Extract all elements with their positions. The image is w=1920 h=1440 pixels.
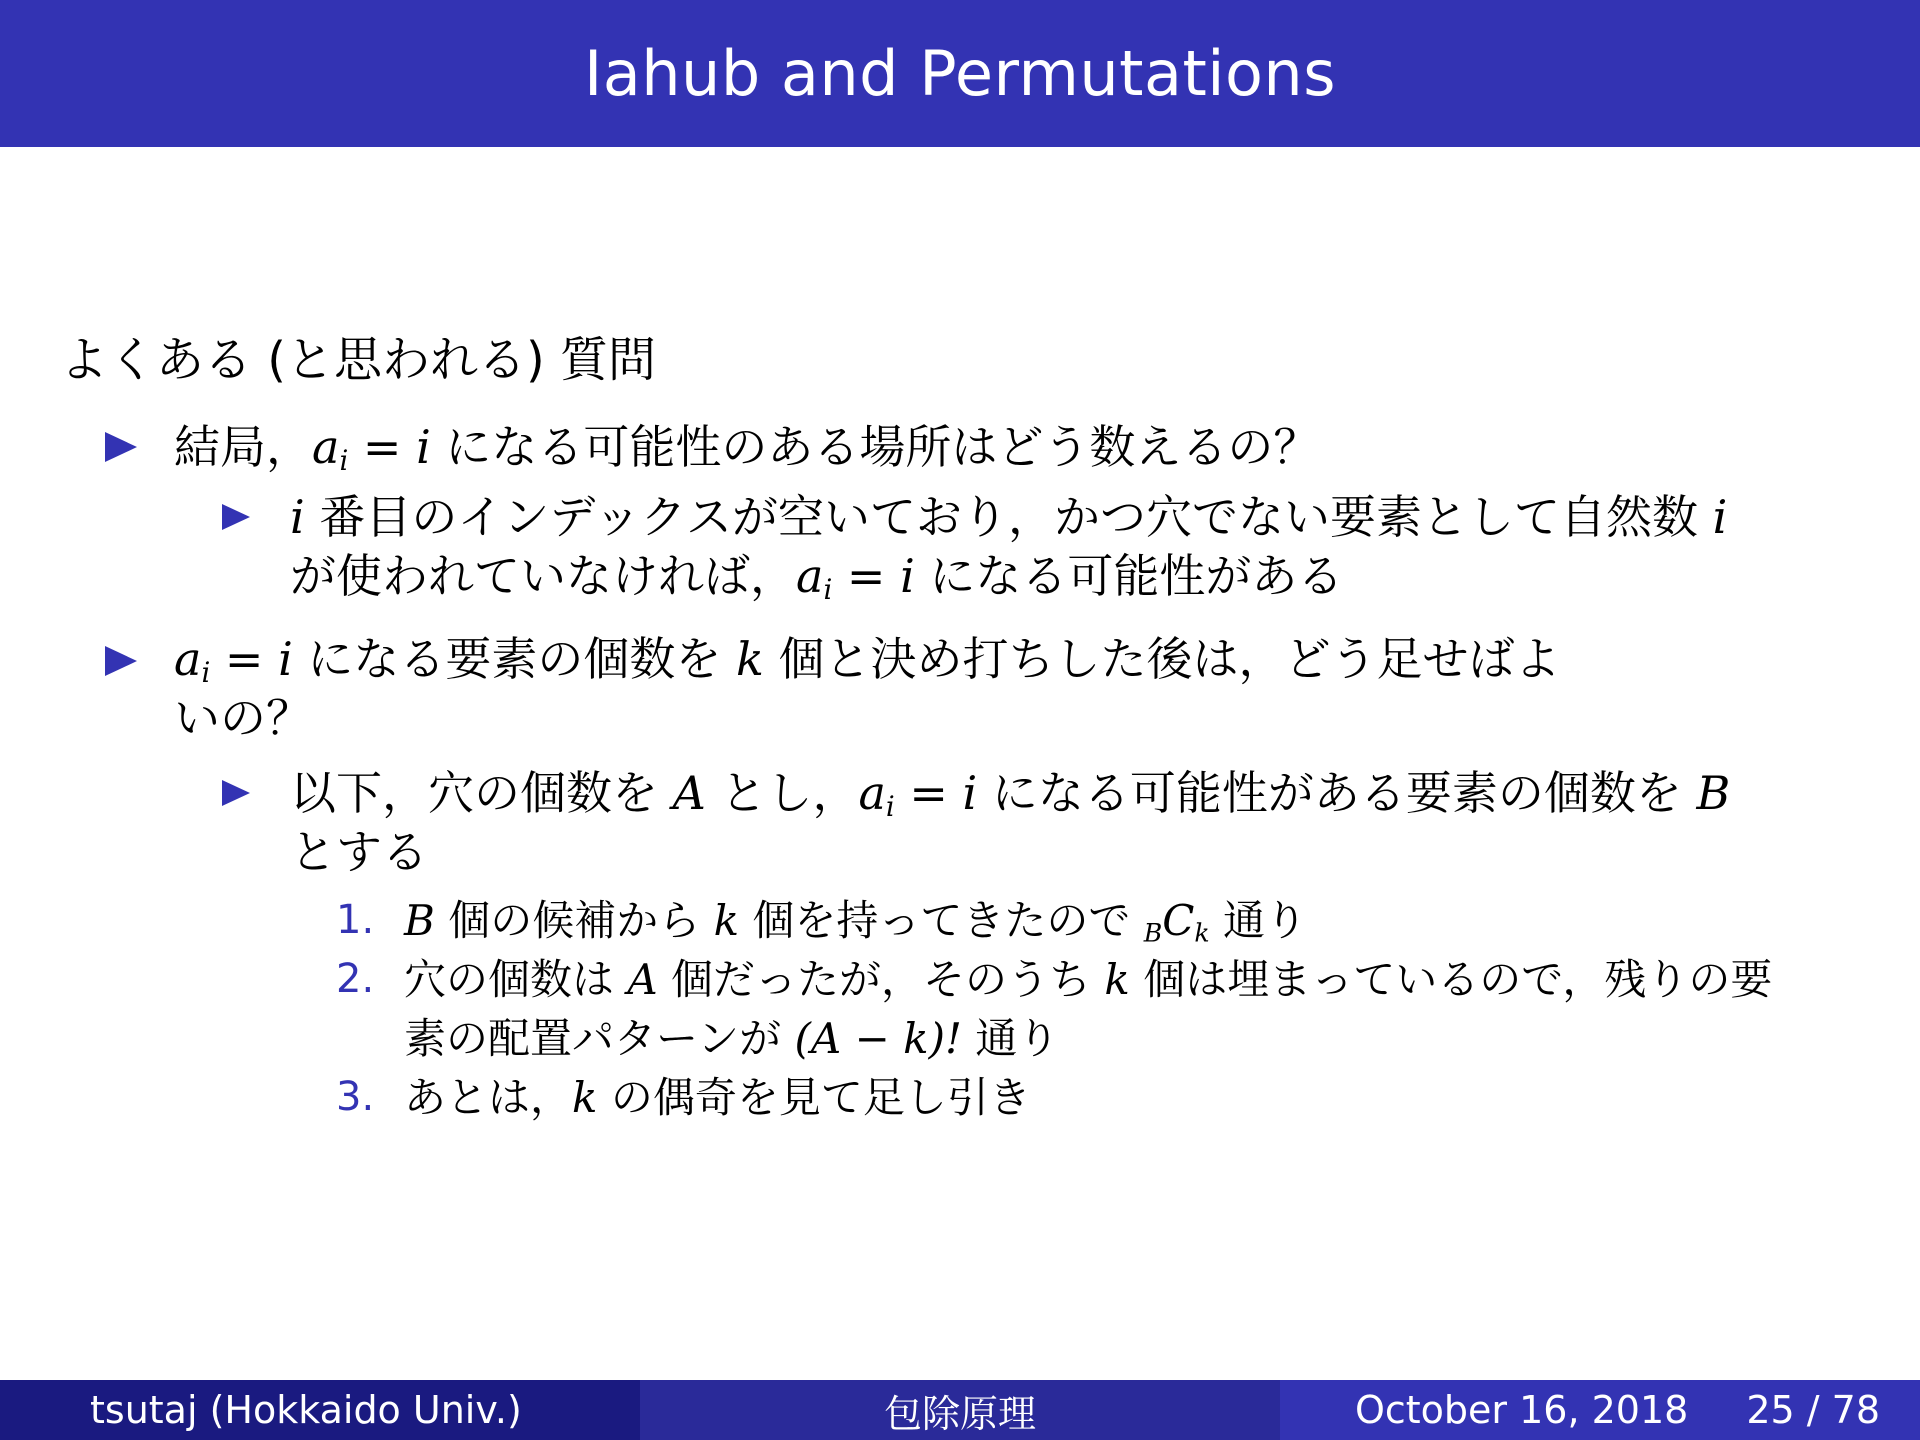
- bullet-icon: [105, 646, 137, 676]
- bullet-icon: [222, 504, 250, 530]
- bullet-item: 結局，$a_i = i$ になる可能性のある場所はどう数えるの？: [174, 420, 1320, 477]
- section-heading: よくある (と思われる) 質問: [60, 332, 656, 388]
- bullet-icon: [222, 780, 250, 806]
- footer-date: October 16, 2018: [1354, 1388, 1689, 1432]
- step-number: 1.: [336, 897, 375, 943]
- step-item: あとは，k の偶奇を見て足し引き: [404, 1073, 1031, 1122]
- footer-topic: 包除原理: [640, 1380, 1280, 1440]
- sub-bullet-item: i 番目のインデックスが空いており，かつ穴でない要素として自然数 i が使われていなければ，$a_i = i$ になる可能性がある: [290, 490, 1728, 606]
- bullet-icon: [105, 432, 137, 462]
- sub-bullet-item: 以下，穴の個数を A とし，$a_i = i$ になる可能性がある要素の個数を B とする: [290, 766, 1731, 879]
- footer-bar: [0, 1380, 1920, 1440]
- step-number: 3.: [336, 1074, 375, 1120]
- step-number: 2.: [336, 956, 375, 1002]
- step-item: B 個の候補から k 個を持ってきたので $_BC_k$ 通り: [404, 896, 1308, 948]
- page-number: 25 / 78: [1746, 1388, 1880, 1432]
- footer-author: tsutaj (Hokkaido Univ.): [0, 1380, 640, 1440]
- footer-right: [1280, 1380, 1920, 1440]
- slide-title: Iahub and Permutations: [583, 37, 1337, 110]
- step-item: 穴の個数は A 個だったが，そのうち k 個は埋まっているので，残りの要 素の配置パターンが (A − k)! 通り: [404, 955, 1773, 1063]
- bullet-item: $a_i = i$ になる要素の個数を k 個と決め打ちした後は，どう足せばよ いの？: [174, 632, 1561, 745]
